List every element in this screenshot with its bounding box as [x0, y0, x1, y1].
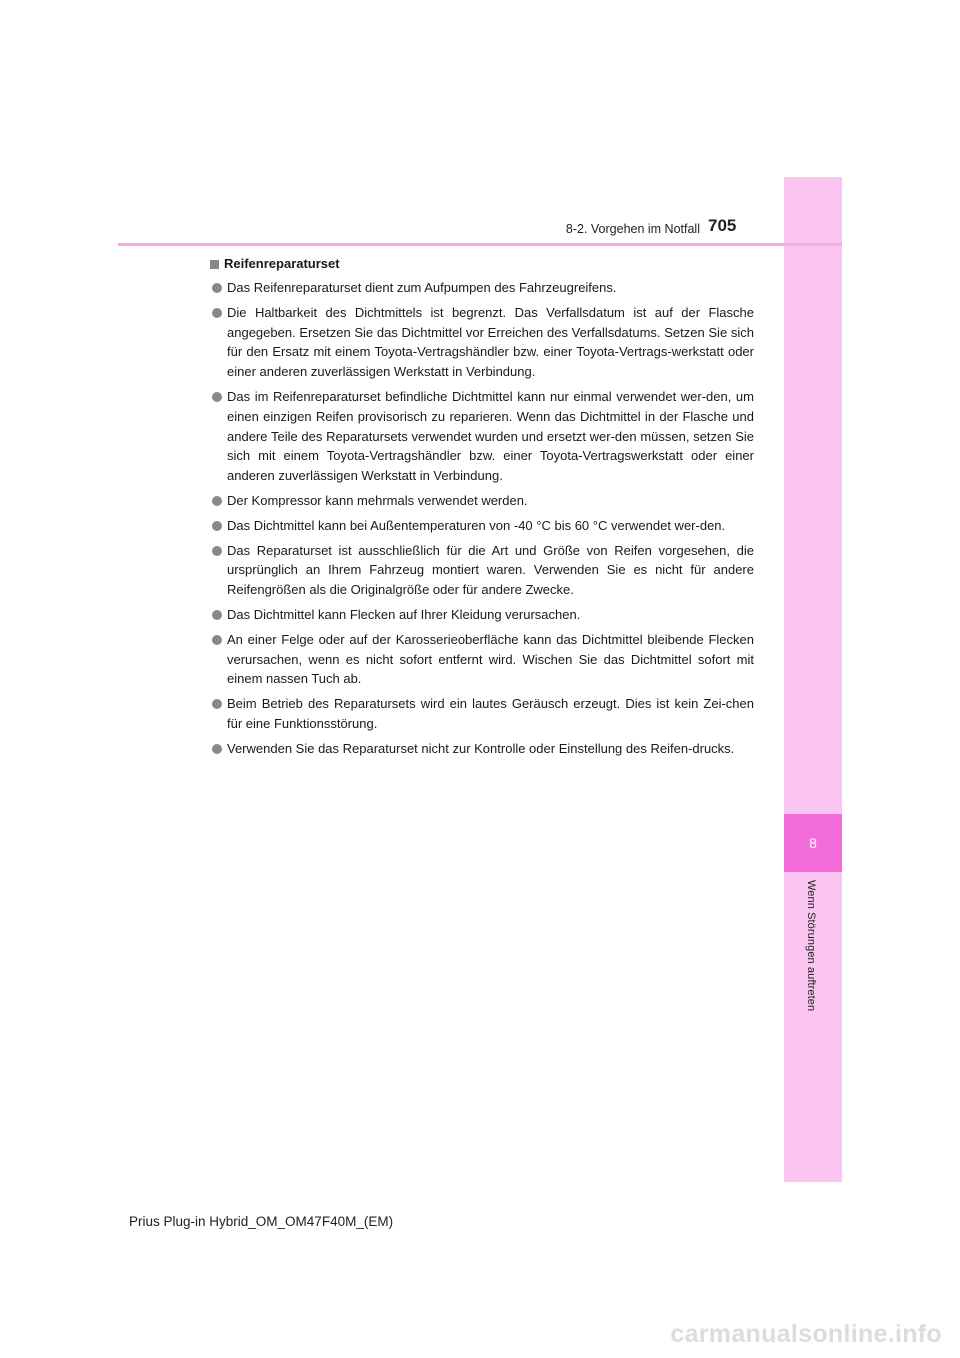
- circle-bullet-icon: [212, 496, 222, 506]
- circle-bullet-icon: [212, 392, 222, 402]
- circle-bullet-icon: [212, 521, 222, 531]
- list-item: [210, 278, 754, 298]
- list-item-text: An einer Felge oder auf der Karosserieoberfläche kann das Dichtmittel bleibende Flecken verursachen, wenn es nicht sofort entfernt wird. Wischen Sie das Dichtmittel sofort mit einem nassen Tuch ab.: [227, 631, 754, 687]
- side-tab-strip: [784, 177, 842, 1182]
- square-bullet-icon: [210, 260, 219, 269]
- list-item: [210, 516, 754, 536]
- list-item: [210, 630, 754, 689]
- watermark: carmanualsonline.info: [670, 1320, 942, 1348]
- list-item-text: Das Dichtmittel kann bei Außentemperaturen von -40 °C bis 60 °C verwendet wer-den.: [227, 517, 726, 533]
- section-heading: [210, 255, 754, 273]
- document-footer: Prius Plug-in Hybrid_OM_OM47F40M_(EM): [129, 1214, 394, 1229]
- header-rule: [118, 243, 842, 246]
- list-item-text: Das Reifenreparaturset dient zum Aufpumpen des Fahrzeugreifens.: [227, 280, 617, 295]
- list-item: [210, 491, 754, 511]
- circle-bullet-icon: [212, 610, 222, 620]
- list-item: [210, 541, 754, 600]
- list-item-text: Der Kompressor kann mehrmals verwendet werden.: [227, 492, 528, 508]
- circle-bullet-icon: [212, 308, 222, 318]
- page-content: [210, 255, 754, 764]
- chapter-label: Wenn Störungen auftreten: [805, 880, 817, 1012]
- chapter-number-tab[interactable]: [784, 814, 842, 872]
- circle-bullet-icon: [212, 283, 222, 293]
- list-item: [210, 739, 754, 759]
- list-item: [210, 694, 754, 734]
- list-item-text: Das Reparaturset ist ausschließlich für die Art und Größe von Reifen vorgesehen, die ursprünglich an Ihrem Fahrzeug montiert waren. Verwenden Sie es nicht für andere Reifengrößen als die Originalgröße oder für andere Zwecke.: [227, 542, 754, 598]
- chapter-number: 8: [809, 835, 817, 851]
- list-item-text: Die Haltbarkeit des Dichtmittels ist begrenzt. Das Verfallsdatum ist auf der Flasche angegeben. Ersetzen Sie das Dichtmittel vor Erreichen des Verfallsdatums. Setzen Sie sich für den Ersatz mit einem Toyota-Vertragshändler bzw. einer Toyota-Vertrags-werkstatt oder einer anderen zuverlässigen Werkstatt in Verbindung.: [227, 304, 754, 380]
- list-item-text: Das im Reifenreparaturset befindliche Dichtmittel kann nur einmal verwendet wer-den, um einen einzigen Reifen provisorisch zu reparieren. Wenn das Dichtmittel in der Flasche und andere Teile des Reparatursets verwendet wurden und ersetzt wer-den müssen, setzen Sie sich mit einem Toyota-Vertragshändler bzw. einer Toyota-Vertragswerkstatt oder einer anderen zuverlässigen Werkstatt in Verbindung.: [227, 388, 754, 484]
- list-item-text: Das Dichtmittel kann Flecken auf Ihrer Kleidung verursachen.: [227, 606, 581, 622]
- page-number: 705: [708, 216, 737, 235]
- list-item-text: Verwenden Sie das Reparaturset nicht zur Kontrolle oder Einstellung des Reifen-drucks.: [227, 740, 735, 756]
- heading-text: Reifenreparaturset: [224, 256, 340, 271]
- circle-bullet-icon: [212, 744, 222, 754]
- list-item: [210, 605, 754, 625]
- section-title: 8-2. Vorgehen im Notfall: [565, 222, 700, 236]
- list-item: [210, 387, 754, 486]
- list-item-text: Beim Betrieb des Reparatursets wird ein lautes Geräusch erzeugt. Dies ist kein Zei-chen für eine Funktionsstörung.: [227, 696, 754, 731]
- list-item: [210, 303, 754, 382]
- circle-bullet-icon: [212, 546, 222, 556]
- circle-bullet-icon: [212, 635, 222, 645]
- circle-bullet-icon: [212, 699, 222, 709]
